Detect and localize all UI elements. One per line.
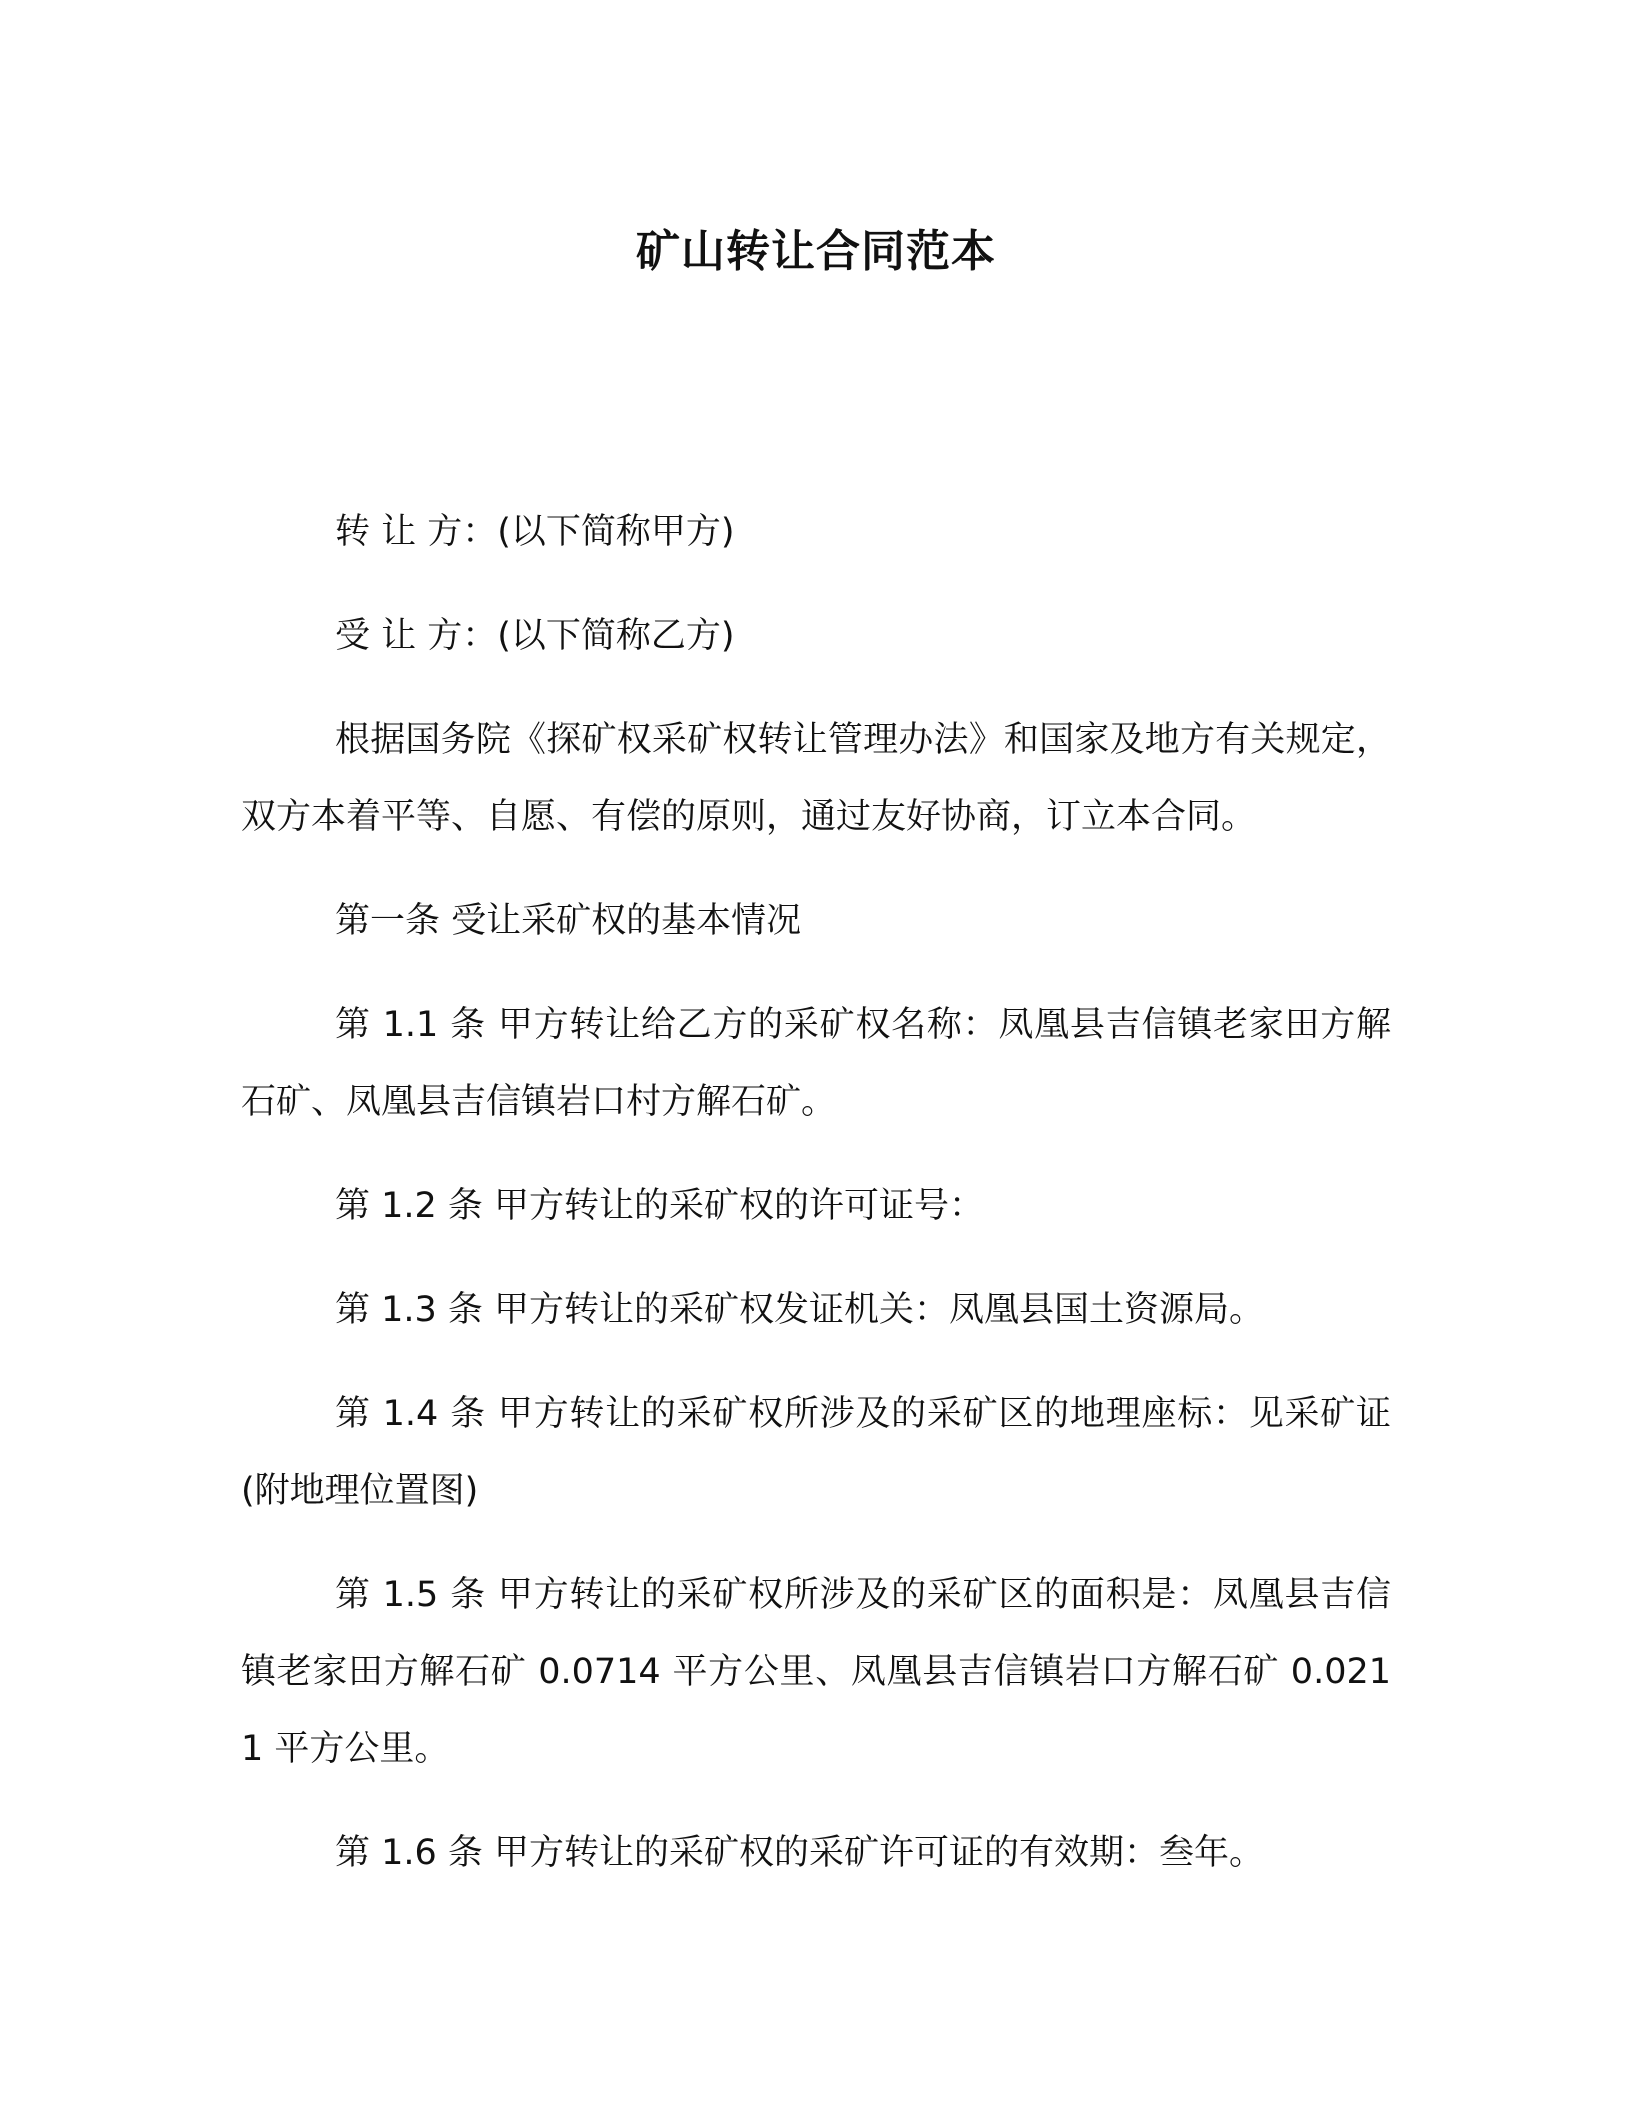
paragraph-transferee: 受 让 方：(以下简称乙方)	[335, 616, 735, 656]
clause-1-2: 第 1.2 条 甲方转让的采矿权的许可证号：	[335, 1186, 985, 1226]
paragraph-transferor: 转 让 方：(以下简称甲方)	[335, 512, 735, 552]
clause-1-3: 第 1.3 条 甲方转让的采矿权发证机关：凤凰县国土资源局。	[335, 1290, 1265, 1330]
paragraph-preamble: 根据国务院《探矿权采矿权转让管理办法》和国家及地方有关规定，双方本着平等、自愿、有偿的原则，通过友好协商，订立本合同。	[241, 720, 1391, 837]
article-1-heading: 第一条 受让采矿权的基本情况	[335, 901, 802, 941]
document-body	[241, 494, 1391, 1919]
clause-1-1: 第 1.1 条 甲方转让给乙方的采矿权名称：凤凰县吉信镇老家田方解石矿、凤凰县吉信镇岩口村方解石矿。	[241, 1005, 1391, 1122]
clause-1-4: 第 1.4 条 甲方转让的采矿权所涉及的采矿区的地理座标：见采矿证(附地理位置图)	[241, 1394, 1391, 1511]
document-title: 矿山转让合同范本	[636, 226, 996, 277]
clause-1-5: 第 1.5 条 甲方转让的采矿权所涉及的采矿区的面积是：凤凰县吉信镇老家田方解石矿 0.0714 平方公里、凤凰县吉信镇岩口方解石矿 0.0211 平方公里。	[241, 1575, 1391, 1769]
clause-1-6: 第 1.6 条 甲方转让的采矿权的采矿许可证的有效期：叁年。	[335, 1833, 1265, 1873]
